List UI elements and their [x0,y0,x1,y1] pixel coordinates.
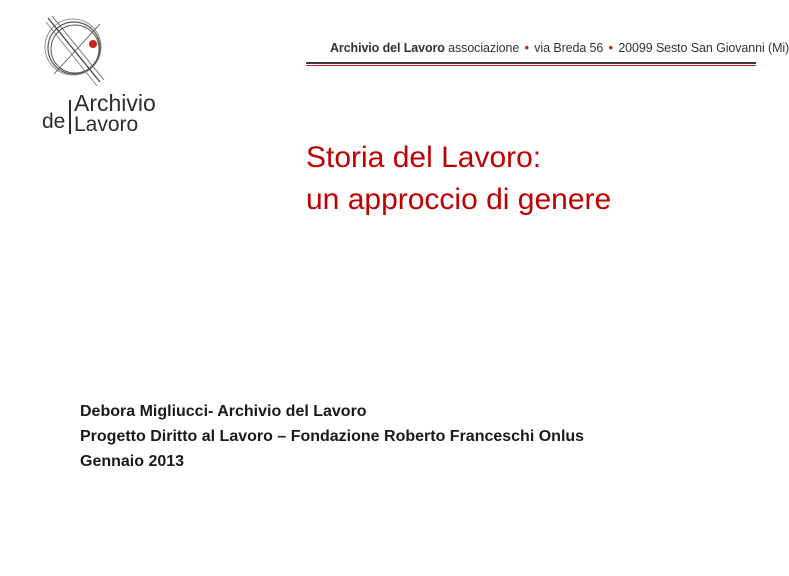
slide-title [306,137,611,221]
header-address [330,41,789,55]
logo-divider [69,100,71,134]
date-line: Gennaio 2013 [80,453,185,470]
header-separator-2: • [608,41,613,55]
header-street: via Breda 56 [534,41,604,55]
logo-word-archivio: Archivio [74,90,156,116]
archivio-logo [38,14,168,136]
header-city: 20099 Sesto San Giovanni (Mi) [618,41,789,55]
title-line-2: un approccio di genere [306,183,612,216]
header-rule [306,62,756,64]
circle-cross-logo-icon [42,14,112,89]
logo-word-lavoro: Lavoro [74,113,139,136]
header-rule-accent [306,65,756,66]
logo-word-de: de [42,110,66,133]
presentation-info [80,399,584,474]
logo-wordmark [38,84,168,134]
header-separator-1: • [524,41,529,55]
title-line-1: Storia del Lavoro: [306,141,542,174]
header-org-type: associazione [448,41,520,55]
author-line: Debora Migliucci- Archivio del Lavoro [80,403,367,420]
header-org-name: Archivio del Lavoro [330,41,445,55]
project-line: Progetto Diritto al Lavoro – Fondazione Roberto Franceschi Onlus [80,428,585,445]
red-dot-icon [89,40,97,48]
